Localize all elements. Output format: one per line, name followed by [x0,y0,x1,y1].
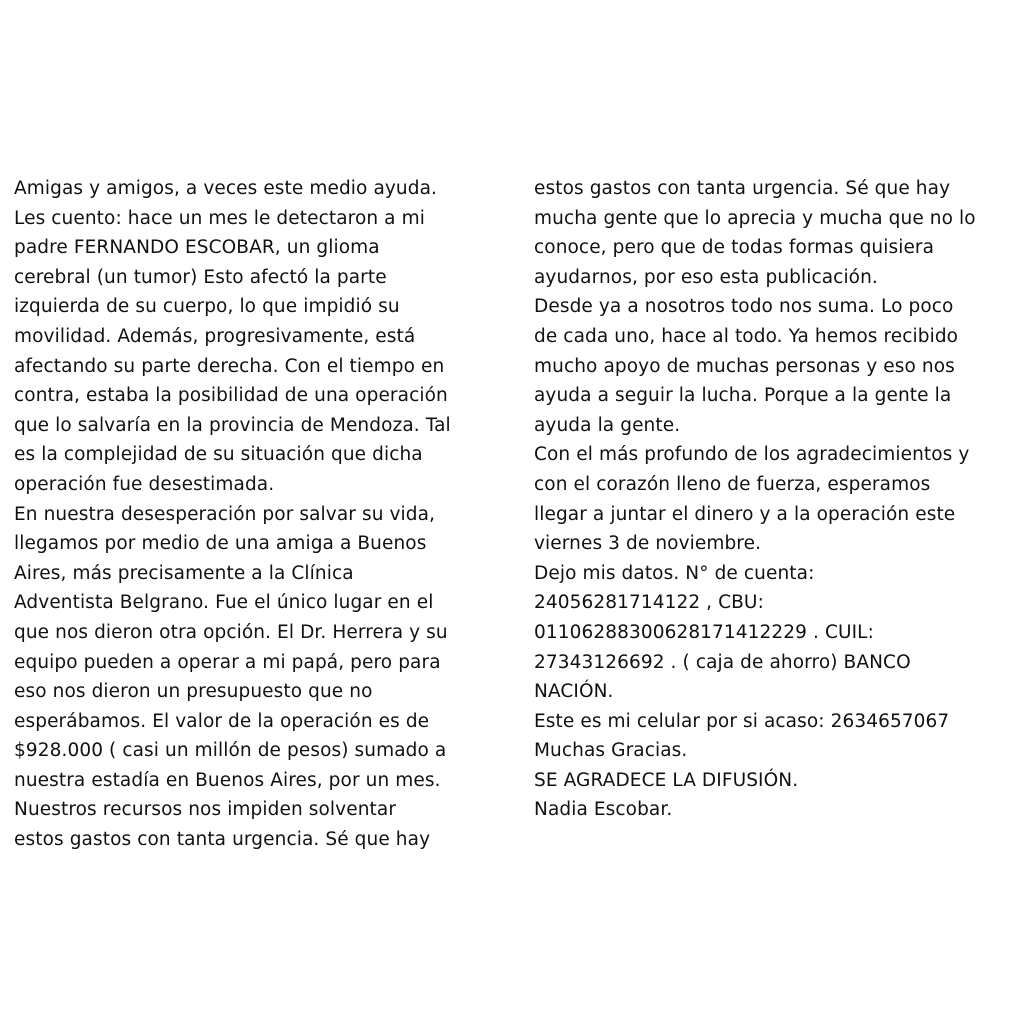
text-line: estos gastos con tanta urgencia. Sé que hay [14,829,431,851]
text-line: que lo salvaría en la provincia de Mendoza. Tal [14,414,451,436]
right-text-column [534,174,1016,825]
text-line: 27343126692 . ( caja de ahorro) BANCO [534,651,911,673]
text-line: viernes 3 de noviembre. [534,533,762,555]
text-line: movilidad. Además, progresivamente, está [14,325,416,347]
text-line: equipo pueden a operar a mi papá, pero para [14,651,441,673]
text-line: de cada uno, hace al todo. Ya hemos recibido [534,325,959,347]
text-line: Nadia Escobar. [534,799,673,821]
text-line: que nos dieron otra opción. El Dr. Herrera y su [14,621,448,643]
text-line: Desde ya a nosotros todo nos suma. Lo poco [534,296,954,318]
text-line: Nuestros recursos nos impiden solventar [14,799,397,821]
text-line: ayuda a seguir la lucha. Porque a la gente la [534,385,952,407]
left-text-column [14,174,508,855]
text-line: nuestra estadía en Buenos Aires, por un mes. [14,769,441,791]
text-line: 24056281714122 , CBU: [534,592,764,614]
text-line: Les cuento: hace un mes le detectaron a mi [14,207,425,229]
text-line: eso nos dieron un presupuesto que no [14,681,373,703]
text-line: ayudarnos, por eso esta publicación. [534,266,878,288]
text-line: Amigas y amigos, a veces este medio ayuda. [14,178,438,199]
text-line: 01106288300628171412229 . CUIL: [534,621,874,643]
text-line: llegar a juntar el dinero y a la operación este [534,503,956,525]
text-line: En nuestra desesperación por salvar su vida, [14,503,436,525]
text-line: SE AGRADECE LA DIFUSIÓN. [534,769,799,791]
text-line: afectando su parte derecha. Con el tiempo en [14,355,445,377]
text-line: mucho apoyo de muchas personas y eso nos [534,355,955,377]
text-line: esperábamos. El valor de la operación es de [14,710,430,732]
text-line: estos gastos con tanta urgencia. Sé que hay [534,178,951,199]
text-line: Adventista Belgrano. Fue el único lugar en el [14,592,434,614]
text-line: cerebral (un tumor) Esto afectó la parte [14,266,387,288]
text-line: $928.000 ( casi un millón de pesos) sumado a [14,740,447,762]
text-line: contra, estaba la posibilidad de una operación [14,385,448,407]
text-line: padre FERNANDO ESCOBAR, un glioma [14,237,380,259]
text-line: operación fue desestimada. [14,473,275,495]
text-line: Muchas Gracias. [534,740,688,762]
text-line: conoce, pero que de todas formas quisiera [534,237,935,259]
text-line: ayuda la gente. [534,414,681,436]
text-line: mucha gente que lo aprecia y mucha que no lo [534,207,976,229]
text-line: Este es mi celular por si acaso: 2634657067 [534,710,950,732]
text-line: es la complejidad de su situación que dicha [14,444,423,466]
text-line: con el corazón lleno de fuerza, esperamos [534,473,931,495]
text-line: NACIÓN. [534,681,614,703]
text-line: Dejo mis datos. N° de cuenta: [534,562,815,584]
text-line: Aires, más precisamente a la Clínica [14,562,354,584]
text-line: llegamos por medio de una amiga a Buenos [14,533,427,555]
text-line: izquierda de su cuerpo, lo que impidió su [14,296,400,318]
text-line: Con el más profundo de los agradecimientos y [534,444,970,466]
